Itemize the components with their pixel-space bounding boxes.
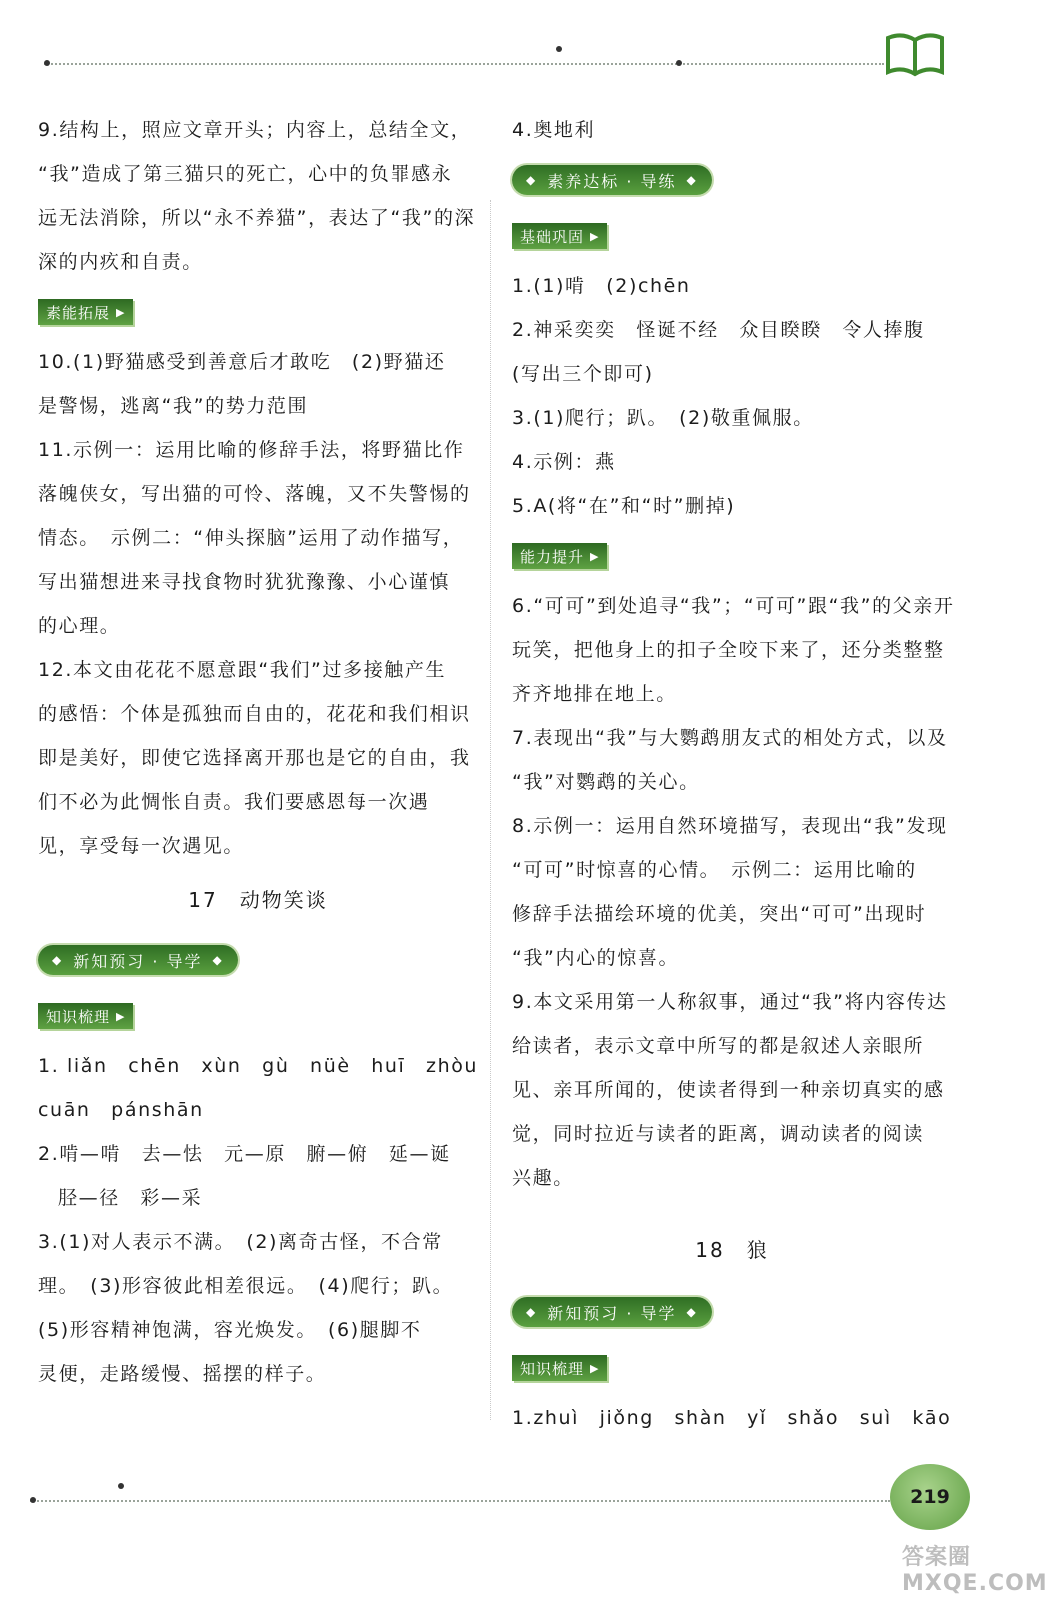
- answer-line: 觉，同时拉近与读者的距离，调动读者的阅读: [512, 1123, 925, 1145]
- section-tag-xinzhi: [512, 1284, 952, 1340]
- answer-line: 7.表现出“我”与大鹦鹉朋友式的相处方式，以及: [512, 727, 948, 749]
- answer-10: [38, 340, 478, 428]
- diamond-icon: ◆: [686, 1305, 698, 1319]
- answer-line: 玩笑，把他身上的扣子全咬下来了，还分类整整: [512, 639, 945, 661]
- lesson-number: 18: [695, 1238, 725, 1262]
- ability-7: [512, 716, 952, 804]
- answer-line: 远无法消除，所以“永不养猫”，表达了“我”的深: [38, 207, 476, 229]
- answer-line: 的心理。: [38, 615, 121, 637]
- basic-1: 1.(1)啃 (2)chēn: [512, 275, 691, 297]
- header-dot: [44, 60, 50, 66]
- basic-5: 5.A(将“在”和“时”删掉): [512, 495, 736, 517]
- preview-1: [38, 1044, 478, 1132]
- tag-label: 基础巩固: [520, 227, 585, 246]
- play-triangle-icon: ▶: [590, 549, 600, 563]
- lesson-number: 17: [188, 888, 218, 912]
- answer-line: 给读者，表示文章中所写的都是叙述人亲眼所: [512, 1035, 925, 1057]
- lesson-name: 狼: [746, 1238, 769, 1262]
- answer-line: 的感悟：个体是孤独而自由的，花花和我们相识: [38, 703, 471, 725]
- answer-line: 见，享受每一次遇见。: [38, 835, 245, 857]
- answer-line: 深的内疚和自责。: [38, 251, 203, 273]
- ability-9: [512, 980, 952, 1200]
- tag-label: 新知预习 · 导学: [73, 951, 203, 971]
- section-tag-nengli: [512, 528, 952, 584]
- basic-2: [512, 308, 952, 396]
- answer-line: 9.本文采用第一人称叙事，通过“我”将内容传达: [512, 991, 948, 1013]
- answer-line: 2.神采奕奕 怪诞不经 众目睽睽 令人捧腹: [512, 319, 925, 341]
- answer-line: 兴趣。: [512, 1167, 574, 1189]
- play-triangle-icon: ▶: [590, 229, 600, 243]
- answer-line: 修辞手法描绘环境的优美，突出“可可”出现时: [512, 903, 927, 925]
- answer-line: 情态。 示例二：“伸头探脑”运用了动作描写，: [38, 527, 464, 549]
- answer-line: 见、亲耳所闻的，使读者得到一种亲切真实的感: [512, 1079, 945, 1101]
- play-triangle-icon: ▶: [590, 1361, 600, 1375]
- preview-1: 1.zhuì jiǒng shàn yǐ shǎo suì kāo: [512, 1407, 952, 1429]
- diamond-icon: ◆: [52, 953, 64, 967]
- open-book-icon: [884, 30, 946, 78]
- answer-line: 9.结构上，照应文章开头；内容上，总结全文，: [38, 119, 472, 141]
- diamond-icon: ◆: [212, 953, 224, 967]
- answer-line: 10.(1)野猫感受到善意后才敢吃 (2)野猫还: [38, 351, 446, 373]
- preview-2: [38, 1132, 478, 1220]
- column-divider: [490, 200, 491, 1420]
- answer-4: 4.奥地利: [512, 119, 596, 141]
- answer-11: [38, 428, 478, 648]
- answer-line: cuān pánshān: [38, 1099, 204, 1121]
- page-number: 219: [890, 1464, 970, 1530]
- ability-6: [512, 584, 955, 716]
- play-triangle-icon: ▶: [116, 305, 126, 319]
- answer-line: 3.(1)对人表示不满。 (2)离奇古怪，不合常: [38, 1231, 443, 1253]
- answer-line: 落魄侠女，写出猫的可怜、落魄，又不失警惕的: [38, 483, 471, 505]
- answer-line: 理。 (3)形容彼此相差很远。 (4)爬行；趴。: [38, 1275, 454, 1297]
- tag-label: 能力提升: [520, 547, 585, 566]
- answer-line: (写出三个即可): [512, 363, 654, 385]
- answer-line: 们不必为此惆怅自责。我们要感恩每一次遇: [38, 791, 430, 813]
- header-dotted-rule: [44, 63, 884, 65]
- header-dot: [556, 46, 562, 52]
- tag-label: 知识梳理: [520, 1359, 585, 1378]
- ability-8: [512, 804, 952, 980]
- answer-line: 11.示例一：运用比喻的修辞手法，将野猫比作: [38, 439, 465, 461]
- section-tag-zhishi: [512, 1340, 952, 1396]
- answer-line: (5)形容精神饱满，容光焕发。 (6)腿脚不: [38, 1319, 422, 1341]
- answer-line: “我”造成了第三猫只的死亡，心中的负罪感永: [38, 163, 453, 185]
- lesson-17-title: [38, 868, 478, 932]
- answer-line: 胫—径 彩—采: [58, 1187, 203, 1209]
- answer-line: 是警惕，逃离“我”的势力范围: [38, 395, 309, 417]
- footer-dot: [30, 1497, 36, 1503]
- diamond-icon: ◆: [686, 173, 698, 187]
- site-watermark: 答案圈 MXQE.COM: [902, 1545, 1048, 1596]
- answer-line: “可可”时惊喜的心情。 示例二：运用比喻的: [512, 859, 917, 881]
- tag-label: 素养达标 · 导练: [547, 171, 677, 191]
- basic-3: 3.(1)爬行；趴。 (2)敬重佩服。: [512, 407, 814, 429]
- right-column: [512, 108, 955, 1440]
- answer-line: 2.啃—啃 去—怯 元—原 腑—俯 延—诞: [38, 1143, 451, 1165]
- answer-line: “我”内心的惊喜。: [512, 947, 680, 969]
- answer-line: 1. liǎn chēn xùn gù nüè huī zhòu: [38, 1055, 479, 1077]
- diamond-icon: ◆: [526, 173, 538, 187]
- answer-12: [38, 648, 478, 868]
- tag-label: 素能拓展: [46, 303, 111, 322]
- answer-line: “我”对鹦鹉的关心。: [512, 771, 700, 793]
- section-tag-xinzhi: [38, 932, 478, 988]
- answer-line: 即是美好，即使它选择离开那也是它的自由，我: [38, 747, 471, 769]
- answer-line: 灵便，走路缓慢、摇摆的样子。: [38, 1363, 327, 1385]
- footer-dot: [118, 1483, 124, 1489]
- answer-line: 写出猫想进来寻找食物时犹犹豫豫、小心谨慎: [38, 571, 451, 593]
- left-column: [38, 108, 478, 1396]
- answer-9: [38, 108, 478, 284]
- section-tag-jichu: [512, 208, 952, 264]
- header-dot: [676, 60, 682, 66]
- section-tag-suyang: [512, 152, 952, 208]
- section-tag-suneng: [38, 284, 478, 340]
- lesson-name: 动物笑谈: [239, 888, 328, 912]
- tag-label: 新知预习 · 导学: [547, 1303, 677, 1323]
- lesson-18-title: [512, 1200, 952, 1284]
- section-tag-zhishi: [38, 988, 478, 1044]
- basic-4: 4.示例：燕: [512, 451, 616, 473]
- tag-label: 知识梳理: [46, 1007, 111, 1026]
- preview-3: [38, 1220, 478, 1396]
- answer-line: 12.本文由花花不愿意跟“我们”过多接触产生: [38, 659, 447, 681]
- footer-dotted-rule: [30, 1500, 890, 1502]
- diamond-icon: ◆: [526, 1305, 538, 1319]
- answer-line: 6.“可可”到处追寻“我”；“可可”跟“我”的父亲开: [512, 595, 955, 617]
- answer-line: 齐齐地排在地上。: [512, 683, 677, 705]
- answer-line: 8.示例一：运用自然环境描写，表现出“我”发现: [512, 815, 948, 837]
- play-triangle-icon: ▶: [116, 1009, 126, 1023]
